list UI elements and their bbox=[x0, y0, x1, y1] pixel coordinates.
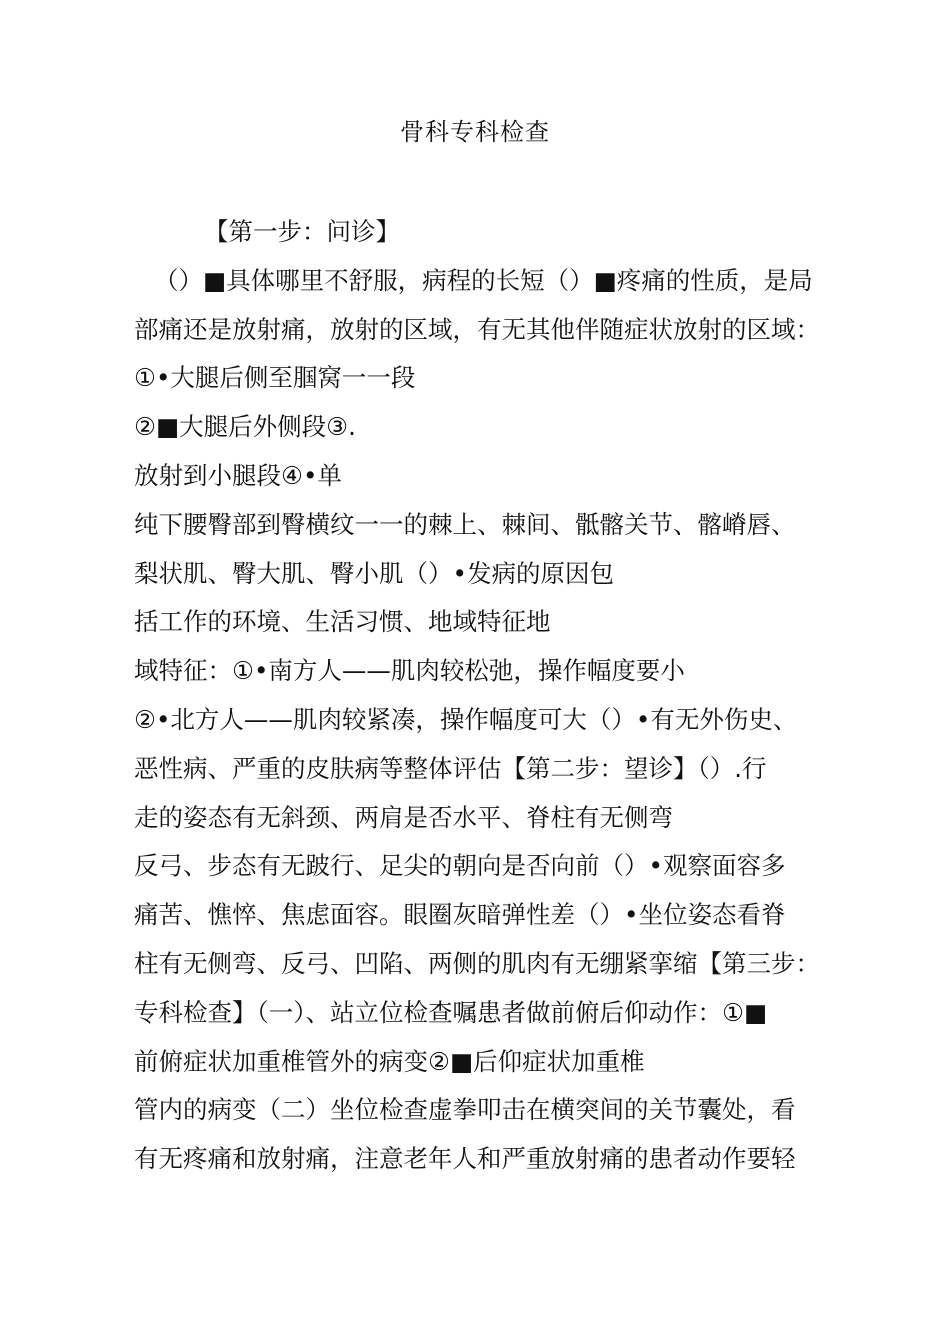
paragraph-line: 痛苦、憔悴、焦虑面容。眼圈灰暗弹性差（）•坐位姿态看脊 bbox=[134, 900, 786, 930]
paragraph-line: （）■具体哪里不舒服，病程的长短（）■疼痛的性质，是局 bbox=[154, 265, 813, 295]
paragraph-line: ②•北方人——肌肉较紧凑，操作幅度可大（）•有无外伤史、 bbox=[134, 704, 798, 734]
paragraph-line: 部痛还是放射痛，放射的区域，有无其他伴随症状放射的区域： bbox=[134, 314, 820, 344]
paragraph-line: 纯下腰臀部到臀横纹一一的棘上、棘间、骶髂关节、髂嵴唇、 bbox=[134, 509, 796, 539]
paragraph-line: 恶性病、严重的皮肤病等整体评估【第二步：望诊】（）.行 bbox=[134, 753, 767, 783]
section-heading-step-1: 【第一步：问诊】 bbox=[204, 217, 400, 246]
paragraph-line: 柱有无侧弯、反弓、凹陷、两侧的肌肉有无绷紧挛缩【第三步： bbox=[134, 948, 820, 978]
paragraph-line: 有无疼痛和放射痛，注意老年人和严重放射痛的患者动作要轻 bbox=[134, 1144, 796, 1174]
paragraph-line: ①•大腿后侧至腘窝一一段 bbox=[134, 363, 416, 393]
paragraph-line: 反弓、步态有无跛行、足尖的朝向是否向前（）•观察面容多 bbox=[134, 851, 786, 881]
paragraph-line: 前俯症状加重椎管外的病变②■后仰症状加重椎 bbox=[134, 1046, 645, 1076]
paragraph-line: 专科检查】（一）、站立位检查嘱患者做前俯后仰动作：①■ bbox=[134, 997, 768, 1027]
paragraph-line: ②■大腿后外侧段③. bbox=[134, 412, 356, 442]
paragraph-line: 括工作的环境、生活习惯、地域特征地 bbox=[134, 607, 551, 637]
paragraph-line: 域特征：①•南方人——肌肉较松弛，操作幅度要小 bbox=[134, 656, 685, 686]
document-body bbox=[134, 208, 854, 1184]
paragraph-line: 放射到小腿段④•单 bbox=[134, 460, 342, 490]
paragraph-line: 管内的病变（二）坐位检查虚拳叩击在横突间的关节囊处，看 bbox=[134, 1095, 796, 1125]
paragraph-line: 走的姿态有无斜颈、两肩是否水平、脊柱有无侧弯 bbox=[134, 802, 673, 832]
paragraph-line: 梨状肌、臀大肌、臀小肌（）•发病的原因包 bbox=[134, 558, 614, 588]
document-title: 骨科专科检查 bbox=[400, 118, 550, 146]
